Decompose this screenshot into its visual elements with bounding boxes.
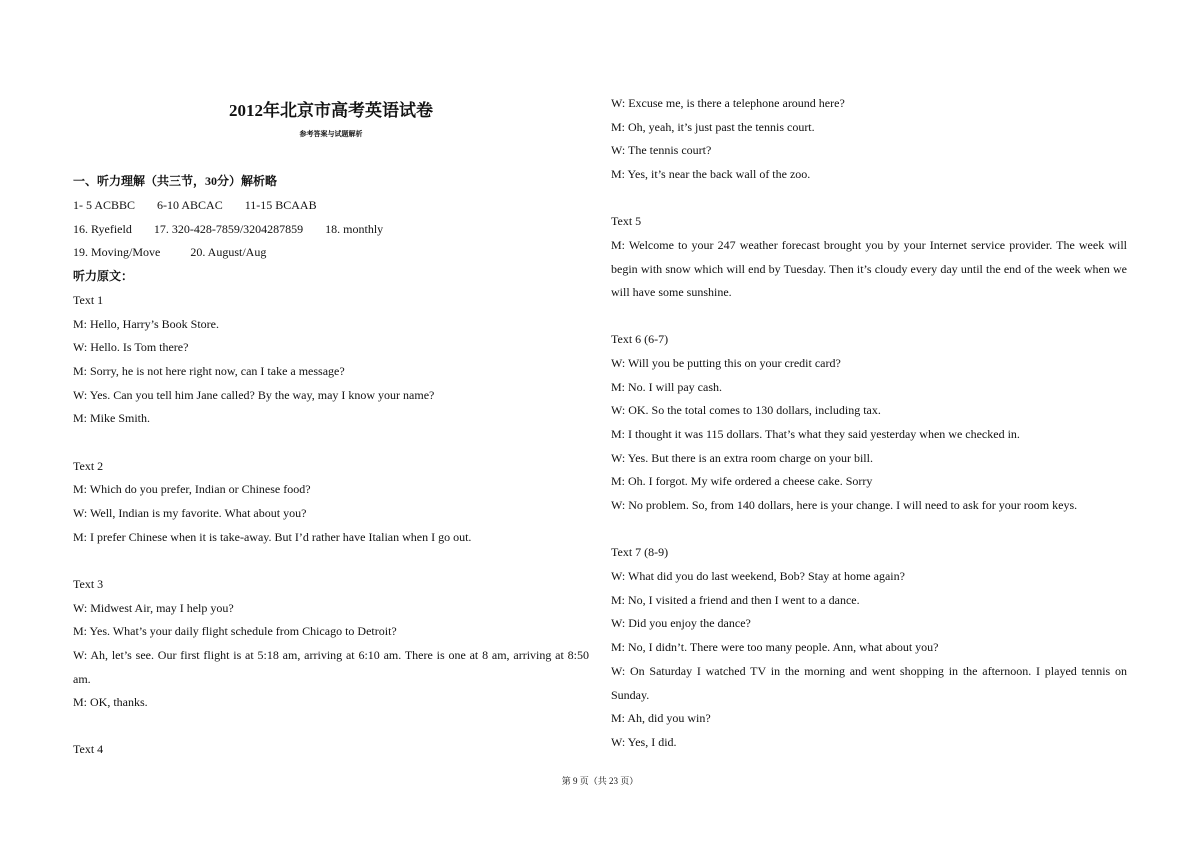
- dialogue-line: M: Yes, it’s near the back wall of the zoo.: [611, 167, 811, 181]
- dialogue-line: W: On Saturday I watched TV in the morning and went shopping in the afternoon. I played tennis on Sunday.: [611, 664, 1127, 702]
- dialogue-line: M: Sorry, he is not here right now, can I take a message?: [73, 364, 345, 378]
- dialogue-line: W: Will you be putting this on your credit card?: [611, 356, 841, 370]
- dialogue-line: M: No, I didn’t. There were too many people. Ann, what about you?: [611, 640, 939, 654]
- dialogue-line: W: Excuse me, is there a telephone around here?: [611, 96, 845, 110]
- dialogue-line: W: Yes. Can you tell him Jane called? By the way, may I know your name?: [73, 388, 435, 402]
- dialogue-line: M: Oh. I forgot. My wife ordered a cheese cake. Sorry: [611, 474, 873, 488]
- dialogue-line: M: I prefer Chinese when it is take-away. But I’d rather have Italian when I go out.: [73, 530, 472, 544]
- dialogue-line: M: No, I visited a friend and then I went to a dance.: [611, 593, 860, 607]
- dialogue-line: M: OK, thanks.: [73, 695, 148, 709]
- dialogue-line: W: Well, Indian is my favorite. What about you?: [73, 506, 307, 520]
- dialogue-line: W: Midwest Air, may I help you?: [73, 601, 234, 615]
- section-heading: 一、听力理解（共三节，30分）解析略: [73, 174, 278, 188]
- dialogue-line: W: OK. So the total comes to 130 dollars, including tax.: [611, 403, 881, 417]
- text2-label: Text 2: [73, 459, 104, 473]
- answer-item: 19. Moving/Move: [73, 245, 161, 259]
- answer-item: 1- 5 ACBBC: [73, 198, 136, 212]
- page-footer: 第 9 页（共 23 页）: [561, 776, 639, 786]
- monologue-paragraph: M: Welcome to your 247 weather forecast brought you by your Internet service provider. The week will begin with snow which will end by Tuesday. Then it’s cloudy every day until the end of the week when we will have some sunshine.: [611, 238, 1127, 300]
- text7-label: Text 7 (8-9): [611, 545, 669, 559]
- answer-item: 16. Ryefield: [73, 222, 132, 236]
- answer-item: 20. August/Aug: [190, 245, 267, 259]
- dialogue-line: W: Ah, let’s see. Our first flight is at 5:18 am, arriving at 6:10 am. There is one at 8 am, arriving at 8:50 am.: [73, 648, 589, 686]
- answers-row-2: [73, 218, 383, 242]
- dialogue-line: M: Ah, did you win?: [611, 711, 711, 725]
- answer-item: 18. monthly: [325, 222, 384, 236]
- dialogue-line: W: The tennis court?: [611, 143, 712, 157]
- dialogue-line: W: Yes, I did.: [611, 735, 677, 749]
- dialogue-line: W: Did you enjoy the dance?: [611, 616, 751, 630]
- dialogue-line: M: I thought it was 115 dollars. That’s what they said yesterday when we checked in.: [611, 427, 1020, 441]
- answers-row-3: [73, 241, 266, 265]
- dialogue-line: M: Which do you prefer, Indian or Chinese food?: [73, 482, 311, 496]
- answer-item: 6-10 ABCAC: [157, 198, 223, 212]
- page-title: 2012年北京市高考英语试卷: [229, 101, 433, 120]
- dialogue-line: M: Yes. What’s your daily flight schedule from Chicago to Detroit?: [73, 624, 397, 638]
- dialogue-line: M: Mike Smith.: [73, 411, 151, 425]
- text1-label: Text 1: [73, 293, 104, 307]
- answer-item: 11-15 BCAAB: [244, 198, 317, 212]
- dialogue-line: M: No. I will pay cash.: [611, 380, 722, 394]
- text5-label: Text 5: [611, 214, 642, 228]
- dialogue-line: M: Hello, Harry’s Book Store.: [73, 317, 219, 331]
- text4-label: Text 4: [73, 742, 104, 756]
- answer-item: 17. 320-428-7859/3204287859: [153, 222, 304, 236]
- dialogue-line: W: Yes. But there is an extra room charge on your bill.: [611, 451, 873, 465]
- dialogue-line: M: Oh, yeah, it’s just past the tennis court.: [611, 120, 815, 134]
- page-subtitle: 参考答案与试题解析: [299, 130, 363, 138]
- transcript-heading: 听力原文：: [73, 269, 134, 283]
- dialogue-line: W: What did you do last weekend, Bob? Stay at home again?: [611, 569, 905, 583]
- dialogue-line: W: No problem. So, from 140 dollars, here is your change. I will need to ask for your room keys.: [611, 498, 1078, 512]
- text3-label: Text 3: [73, 577, 104, 591]
- text6-label: Text 6 (6-7): [611, 332, 669, 346]
- answers-row-1: [73, 194, 317, 218]
- dialogue-line: W: Hello. Is Tom there?: [73, 340, 189, 354]
